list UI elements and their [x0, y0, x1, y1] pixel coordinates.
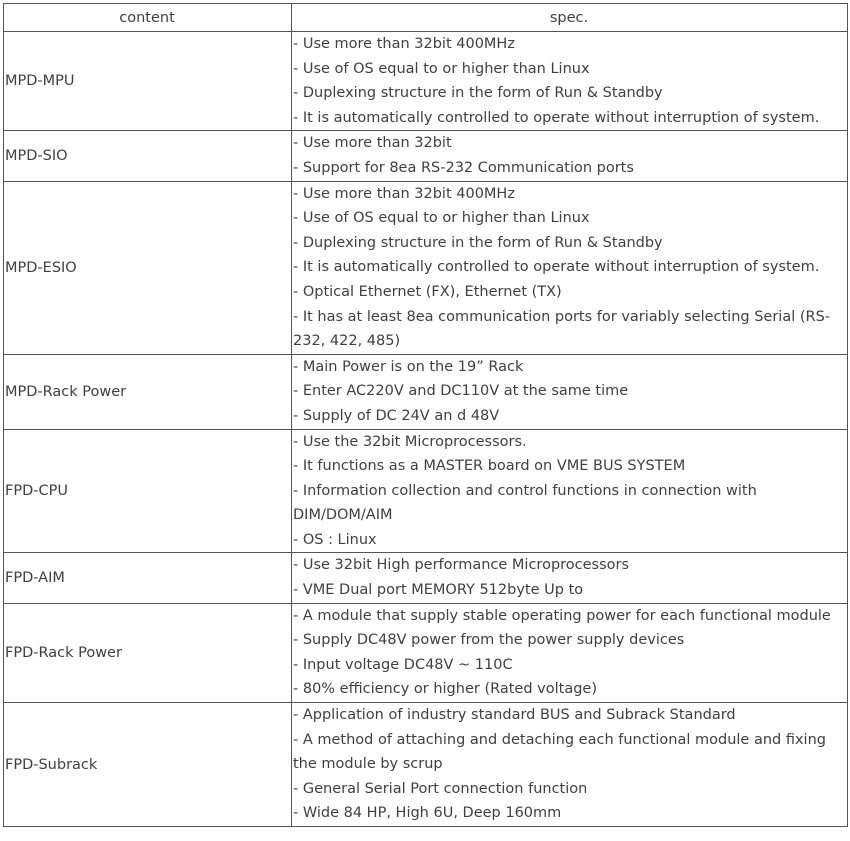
spec-line: - Supply DC48V power from the power supply devices: [293, 632, 685, 649]
spec-line: - VME Dual port MEMORY 512byte Up to: [293, 582, 584, 599]
spec-line: - Use of OS equal to or higher than Linux: [293, 210, 590, 227]
row-spec: [292, 131, 848, 181]
table-row: [4, 32, 848, 131]
spec-line: - Supply of DC 24V an d 48V: [293, 407, 500, 424]
header-row: [4, 4, 848, 32]
header-spec: spec.: [292, 4, 848, 32]
row-label: FPD-CPU: [4, 429, 292, 553]
spec-line: - Optical Ethernet (FX), Ethernet (TX): [293, 283, 562, 300]
table-row: [4, 429, 848, 553]
row-spec: [292, 181, 848, 354]
row-spec: [292, 354, 848, 429]
table-row: [4, 354, 848, 429]
spec-line: - A method of attaching and detaching each functional module and fixing the module by scrup: [293, 731, 826, 773]
row-label: MPD-ESIO: [4, 181, 292, 354]
row-label: FPD-Subrack: [4, 703, 292, 827]
spec-line: - Use more than 32bit 400MHz: [293, 36, 515, 52]
spec-line: - Use more than 32bit 400MHz: [293, 185, 515, 202]
spec-line: - Input voltage DC48V ~ 110C: [293, 656, 513, 673]
spec-table: [3, 3, 848, 827]
spec-line: - A module that supply stable operating power for each functional module: [293, 607, 831, 624]
spec-line: - Use 32bit High performance Microprocessors: [293, 557, 630, 574]
row-spec: [292, 703, 848, 827]
row-spec: [292, 32, 848, 131]
spec-line: - It has at least 8ea communication ports for variably selecting Serial (RS-232, 422, 485): [293, 308, 831, 350]
spec-line: - 80% efficiency or higher (Rated voltage): [293, 681, 597, 698]
table-row: [4, 703, 848, 827]
spec-line: - Information collection and control functions in connection with DIM/DOM/AIM: [293, 482, 757, 524]
table-body: [4, 32, 848, 827]
table-row: [4, 603, 848, 702]
spec-line: - It is automatically controlled to operate without interruption of system.: [293, 259, 820, 276]
spec-line: - Use of OS equal to or higher than Linux: [293, 60, 590, 77]
table-row: [4, 131, 848, 181]
spec-line: - Duplexing structure in the form of Run & Standby: [293, 85, 663, 102]
spec-line: - Enter AC220V and DC110V at the same time: [293, 383, 629, 400]
table-row: [4, 181, 848, 354]
row-spec: [292, 603, 848, 702]
row-label: MPD-MPU: [4, 32, 292, 131]
spec-line: - OS : Linux: [293, 531, 377, 548]
spec-line: - Support for 8ea RS-232 Communication ports: [293, 159, 634, 176]
row-label: FPD-Rack Power: [4, 603, 292, 702]
row-spec: [292, 553, 848, 603]
spec-line: - Application of industry standard BUS and Subrack Standard: [293, 707, 736, 724]
table-row: [4, 553, 848, 603]
spec-line: - Duplexing structure in the form of Run & Standby: [293, 234, 663, 251]
row-label: MPD-SIO: [4, 131, 292, 181]
spec-line: - Use the 32bit Microprocessors.: [293, 433, 527, 450]
spec-line: - Use more than 32bit: [293, 135, 452, 152]
spec-line: - It is automatically controlled to operate without interruption of system.: [293, 109, 820, 126]
row-label: FPD-AIM: [4, 553, 292, 603]
spec-line: - Wide 84 HP, High 6U, Deep 160mm: [293, 805, 562, 822]
spec-line: - Main Power is on the 19” Rack: [293, 358, 524, 375]
header-content: content: [4, 4, 292, 32]
spec-line: - It functions as a MASTER board on VME BUS SYSTEM: [293, 458, 686, 475]
spec-line: - General Serial Port connection function: [293, 780, 588, 797]
row-spec: [292, 429, 848, 553]
row-label: MPD-Rack Power: [4, 354, 292, 429]
